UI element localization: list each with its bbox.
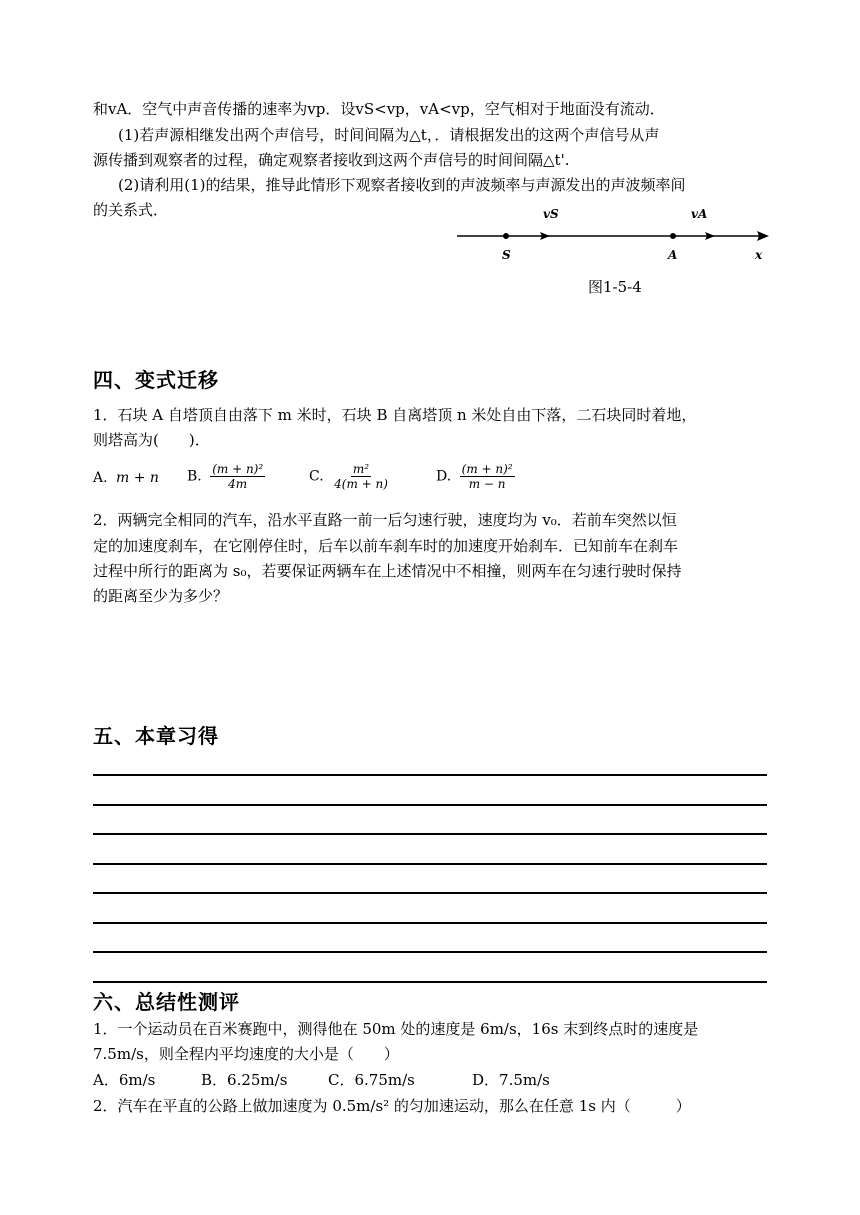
writing-line [93,774,767,776]
question-2-line: 2．两辆完全相同的汽车，沿水平直路一前一后匀速行驶，速度均为 v₀．若前车突然以恒 [93,511,677,529]
question-1-line: 1．石块 A 自塔顶自由落下 m 米时，石块 B 自离塔顶 n 米处自由下落，二石块同时着地， [93,406,697,424]
option-d: D．7.5m/s [472,1071,550,1089]
writing-line [93,863,767,865]
option-d [436,462,515,491]
question-1-line: 则塔高为( )． [93,431,210,449]
option-d-fraction [460,462,515,491]
option-c: C．6.75m/s [328,1071,415,1089]
va-label: vA [691,207,708,221]
vs-label: vS [543,207,559,221]
question-2-line: 过程中所行的距离为 s₀，若要保证两辆车在上述情况中不相撞，则两车在匀速行驶时保持 [93,562,682,580]
question-1-line: 7.5m/s，则全程内平均速度的大小是（ ） [93,1045,399,1063]
a-label: A [668,248,678,262]
writing-line [93,951,767,953]
section-5-title: 五、本章习得 [93,724,219,748]
question-2-line: 的关系式． [93,201,169,219]
option-b-numerator: (m + n)² [212,462,264,476]
point-a [670,233,676,239]
option-c-label: C. [309,468,324,485]
option-a: A．6m/s [93,1071,156,1089]
writing-line [93,922,767,924]
writing-line [93,804,767,806]
writing-line [93,981,767,983]
x-label: x [755,248,763,262]
question-2-line: 定的加速度刹车，在它刚停住时，后车以前车刹车时的加速度开始刹车．已知前车在刹车 [93,537,679,555]
s-label: S [502,248,511,262]
option-b: B．6.25m/s [201,1071,288,1089]
question-1-line: (1)若声源相继发出两个声信号，时间间隔为△t，．请根据发出的这两个声信号从声 [118,126,660,144]
intro-line: 和vA．空气中声音传播的速率为vp．设vS<vp，vA<vp，空气相对于地面没有流动． [93,100,665,118]
question-2-line: (2)请利用(1)的结果，推导此情形下观察者接收到的声波频率与声源发出的声波频率间 [118,176,686,194]
writing-line [93,892,767,894]
option-b-denominator: 4m [228,477,248,491]
point-s [503,233,509,239]
option-d-denominator: m − n [468,477,506,491]
option-c [309,462,390,491]
option-b-fraction [210,462,265,491]
option-b-label: B. [187,468,202,485]
option-b [187,462,265,491]
motion-diagram [455,205,775,270]
option-a-expression: m + n [116,470,159,486]
option-c-numerator: m² [352,462,370,476]
question-1-line: 1．一个运动员在百米赛跑中，测得他在 50m 处的速度是 6m/s，16s 末到终点时的速度是 [93,1020,699,1038]
section-6-title: 六、总结性测评 [93,990,240,1014]
option-d-label: D. [436,468,452,485]
option-d-numerator: (m + n)² [461,462,513,476]
question-2-line: 2．汽车在平直的公路上做加速度为 0.5m/s² 的匀加速运动，那么在任意 1s 内（ ） [93,1097,691,1115]
option-a [93,470,159,486]
option-c-denominator: 4(m + n) [334,477,388,491]
question-2-line: 的距离至少为多少？ [93,587,229,605]
writing-line [93,833,767,835]
question-1-line: 源传播到观察者的过程，确定观察者接收到这两个声信号的时间间隔△t'. [93,151,570,169]
figure-caption: 图1-5-4 [588,278,642,296]
option-a-label: A. [93,470,108,486]
section-4-title: 四、变式迁移 [93,368,219,392]
option-c-fraction [332,462,390,491]
